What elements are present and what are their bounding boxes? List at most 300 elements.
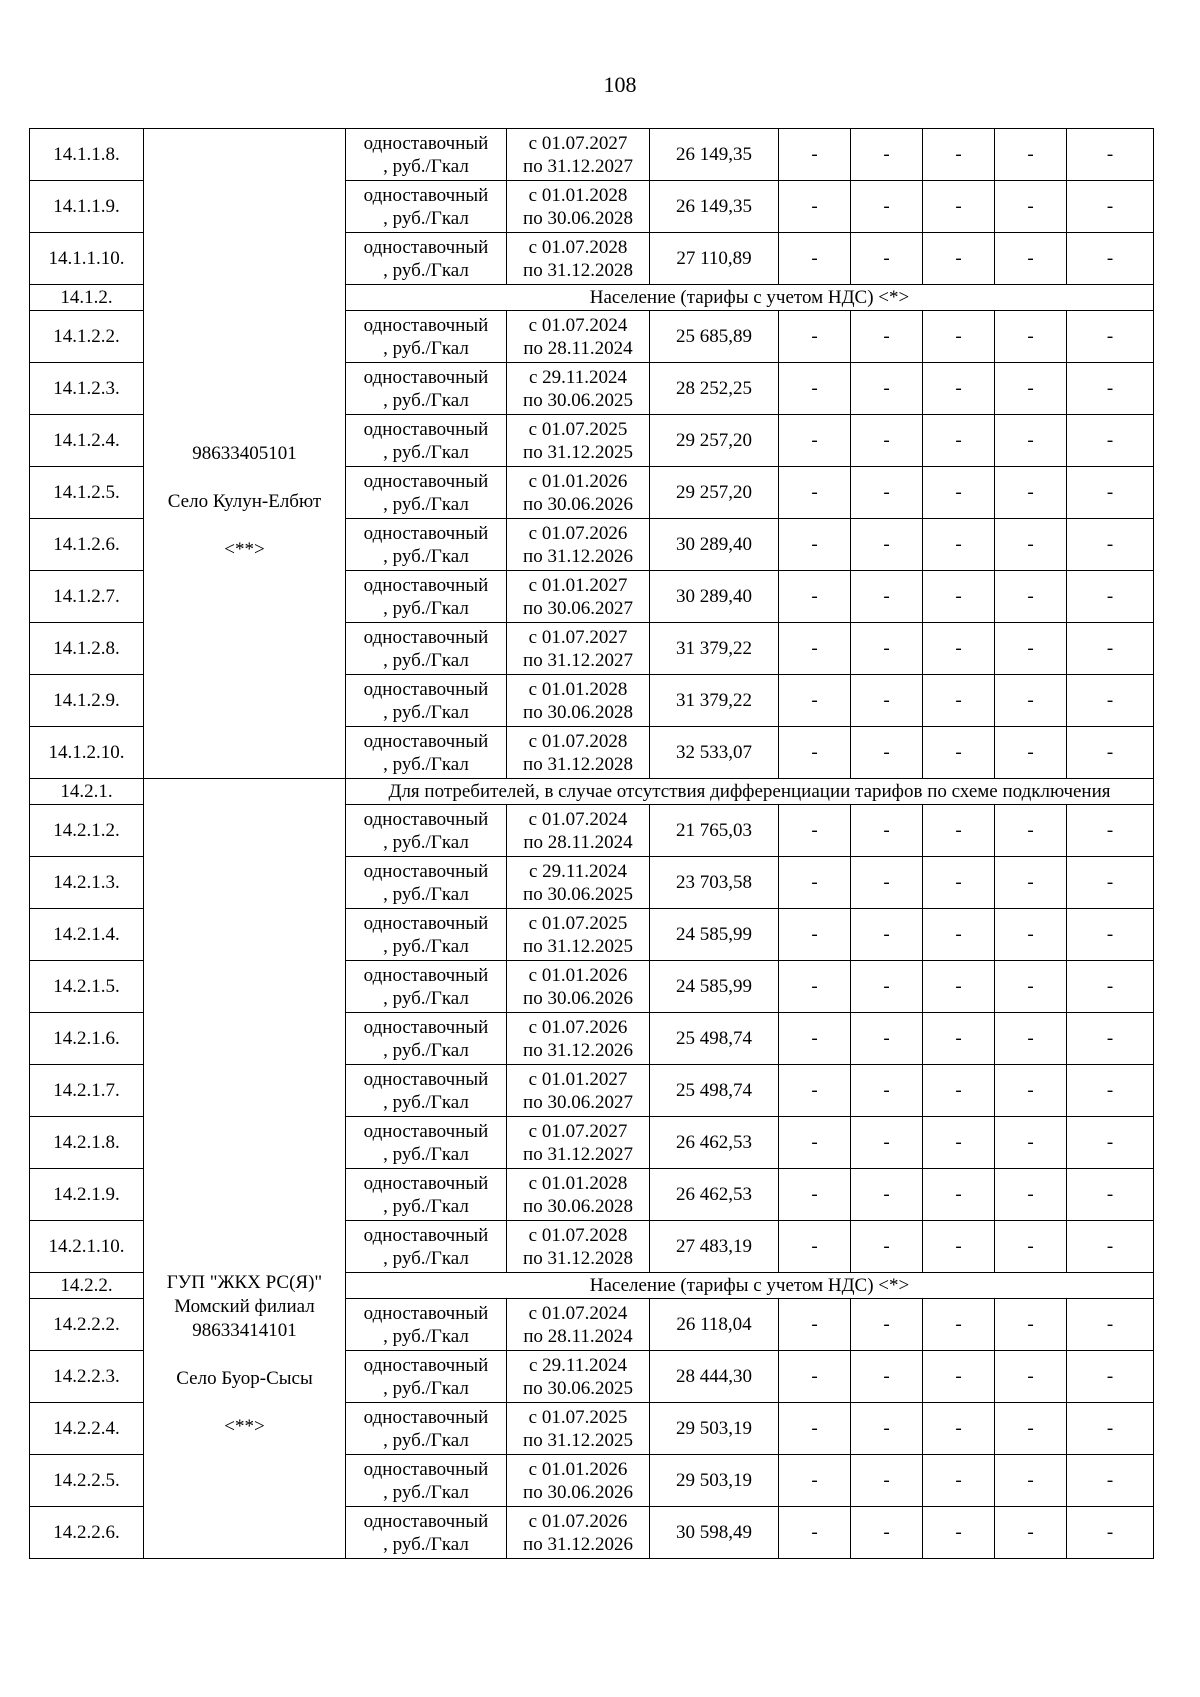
- empty-dash: -: [851, 1169, 923, 1221]
- tariff-table: [29, 128, 1154, 1559]
- tariff-value: 30 289,40: [650, 571, 779, 623]
- organization-line: <**>: [224, 538, 265, 560]
- tariff-value: 26 149,35: [650, 129, 779, 181]
- empty-dash: -: [779, 805, 851, 857]
- period-end: по 30.06.2025: [523, 883, 633, 905]
- period-cell: [507, 857, 650, 909]
- empty-dash: -: [851, 1507, 923, 1559]
- tariff-value: 29 503,19: [650, 1403, 779, 1455]
- empty-dash: -: [779, 233, 851, 285]
- empty-dash: -: [923, 1065, 995, 1117]
- organization-line: ГУП "ЖКХ РС(Я)": [166, 1271, 323, 1293]
- tariff-type: одноставочный: [363, 574, 489, 596]
- empty-dash: -: [851, 857, 923, 909]
- empty-dash: -: [779, 571, 851, 623]
- row-number: 14.1.2.6.: [30, 519, 144, 571]
- period-end: по 30.06.2027: [523, 1091, 633, 1113]
- tariff-unit: , руб./Гкал: [383, 1091, 469, 1113]
- empty-dash: -: [995, 363, 1067, 415]
- organization-line: [146, 514, 343, 538]
- empty-dash: -: [923, 415, 995, 467]
- organization-line: [146, 418, 343, 442]
- empty-dash: -: [995, 1507, 1067, 1559]
- empty-dash: -: [923, 805, 995, 857]
- table-row: [30, 129, 1154, 181]
- tariff-unit: , руб./Гкал: [383, 753, 469, 775]
- tariff-unit: , руб./Гкал: [383, 1039, 469, 1061]
- empty-dash: -: [923, 363, 995, 415]
- empty-dash: -: [779, 1403, 851, 1455]
- tariff-value: 23 703,58: [650, 857, 779, 909]
- empty-dash: -: [923, 181, 995, 233]
- row-number: 14.1.1.9.: [30, 181, 144, 233]
- empty-dash: -: [779, 727, 851, 779]
- period-start: с 01.07.2028: [528, 730, 628, 752]
- empty-dash: -: [851, 233, 923, 285]
- empty-dash: -: [779, 1065, 851, 1117]
- section-title: Для потребителей, в случае отсутствия дифференциации тарифов по схеме подключения: [346, 779, 1154, 805]
- empty-dash: -: [779, 961, 851, 1013]
- tariff-type: одноставочный: [363, 730, 489, 752]
- empty-dash: -: [779, 1351, 851, 1403]
- empty-dash: -: [851, 1299, 923, 1351]
- empty-dash: -: [1067, 181, 1154, 233]
- empty-dash: -: [851, 571, 923, 623]
- tariff-value: 27 483,19: [650, 1221, 779, 1273]
- tariff-value: 30 289,40: [650, 519, 779, 571]
- tariff-value: 29 257,20: [650, 415, 779, 467]
- period-start: с 01.07.2026: [528, 1016, 628, 1038]
- tariff-unit: , руб./Гкал: [383, 1429, 469, 1451]
- empty-dash: -: [851, 1403, 923, 1455]
- period-cell: [507, 675, 650, 727]
- empty-dash: -: [923, 961, 995, 1013]
- tariff-unit: , руб./Гкал: [383, 935, 469, 957]
- period-start: с 01.07.2026: [528, 522, 628, 544]
- empty-dash: -: [851, 805, 923, 857]
- period-cell: [507, 519, 650, 571]
- empty-dash: -: [995, 1117, 1067, 1169]
- empty-dash: -: [779, 519, 851, 571]
- period-cell: [507, 571, 650, 623]
- period-end: по 31.12.2026: [523, 545, 633, 567]
- period-cell: [507, 363, 650, 415]
- row-number: 14.2.2.6.: [30, 1507, 144, 1559]
- tariff-type: одноставочный: [363, 1016, 489, 1038]
- period-cell: [507, 961, 650, 1013]
- empty-dash: -: [995, 311, 1067, 363]
- empty-dash: -: [995, 571, 1067, 623]
- tariff-type-cell: [346, 181, 507, 233]
- row-number: 14.2.1.6.: [30, 1013, 144, 1065]
- period-end: по 30.06.2028: [523, 701, 633, 723]
- empty-dash: -: [1067, 1117, 1154, 1169]
- empty-dash: -: [1067, 519, 1154, 571]
- empty-dash: -: [1067, 311, 1154, 363]
- empty-dash: -: [851, 1351, 923, 1403]
- organization-cell: [144, 779, 346, 1559]
- period-start: с 01.07.2028: [528, 236, 628, 258]
- tariff-value: 28 444,30: [650, 1351, 779, 1403]
- empty-dash: -: [1067, 129, 1154, 181]
- empty-dash: -: [923, 1403, 995, 1455]
- row-number: 14.2.1.: [30, 779, 144, 805]
- row-number: 14.2.2.5.: [30, 1455, 144, 1507]
- empty-dash: -: [1067, 571, 1154, 623]
- period-cell: [507, 1299, 650, 1351]
- tariff-unit: , руб./Гкал: [383, 389, 469, 411]
- period-start: с 01.01.2027: [528, 1068, 628, 1090]
- tariff-unit: , руб./Гкал: [383, 987, 469, 1009]
- empty-dash: -: [851, 1065, 923, 1117]
- empty-dash: -: [923, 857, 995, 909]
- tariff-unit: , руб./Гкал: [383, 493, 469, 515]
- tariff-value: 26 462,53: [650, 1169, 779, 1221]
- organization-line: [146, 1391, 343, 1415]
- row-number: 14.2.1.2.: [30, 805, 144, 857]
- empty-dash: -: [851, 1117, 923, 1169]
- empty-dash: -: [923, 623, 995, 675]
- tariff-unit: , руб./Гкал: [383, 207, 469, 229]
- tariff-type-cell: [346, 727, 507, 779]
- period-cell: [507, 1221, 650, 1273]
- tariff-value: 25 498,74: [650, 1013, 779, 1065]
- period-start: с 01.07.2027: [528, 132, 628, 154]
- empty-dash: -: [851, 311, 923, 363]
- empty-dash: -: [851, 727, 923, 779]
- empty-dash: -: [851, 623, 923, 675]
- tariff-type-cell: [346, 311, 507, 363]
- tariff-type: одноставочный: [363, 314, 489, 336]
- tariff-unit: , руб./Гкал: [383, 259, 469, 281]
- row-number: 14.2.1.7.: [30, 1065, 144, 1117]
- empty-dash: -: [923, 129, 995, 181]
- row-number: 14.2.2.3.: [30, 1351, 144, 1403]
- period-cell: [507, 1013, 650, 1065]
- empty-dash: -: [923, 727, 995, 779]
- row-number: 14.2.1.5.: [30, 961, 144, 1013]
- tariff-value: 24 585,99: [650, 909, 779, 961]
- empty-dash: -: [995, 805, 1067, 857]
- period-cell: [507, 233, 650, 285]
- tariff-value: 21 765,03: [650, 805, 779, 857]
- period-start: с 01.07.2028: [528, 1224, 628, 1246]
- empty-dash: -: [851, 1013, 923, 1065]
- tariff-type-cell: [346, 909, 507, 961]
- empty-dash: -: [923, 1299, 995, 1351]
- row-number: 14.2.1.10.: [30, 1221, 144, 1273]
- empty-dash: -: [851, 129, 923, 181]
- empty-dash: -: [995, 1169, 1067, 1221]
- period-start: с 01.01.2028: [528, 1172, 628, 1194]
- period-end: по 28.11.2024: [523, 831, 633, 853]
- tariff-unit: , руб./Гкал: [383, 831, 469, 853]
- empty-dash: -: [1067, 1507, 1154, 1559]
- row-number: 14.2.1.4.: [30, 909, 144, 961]
- organization-line: [146, 370, 343, 394]
- period-cell: [507, 727, 650, 779]
- empty-dash: -: [1067, 1455, 1154, 1507]
- empty-dash: -: [923, 1013, 995, 1065]
- period-cell: [507, 467, 650, 519]
- empty-dash: -: [851, 467, 923, 519]
- tariff-type-cell: [346, 129, 507, 181]
- empty-dash: -: [995, 519, 1067, 571]
- organization-line: <**>: [224, 1415, 265, 1437]
- empty-dash: -: [779, 857, 851, 909]
- period-start: с 01.07.2027: [528, 1120, 628, 1142]
- tariff-unit: , руб./Гкал: [383, 441, 469, 463]
- tariff-unit: , руб./Гкал: [383, 649, 469, 671]
- period-cell: [507, 1455, 650, 1507]
- row-number: 14.2.2.: [30, 1273, 144, 1299]
- period-start: с 01.01.2028: [528, 184, 628, 206]
- period-cell: [507, 181, 650, 233]
- empty-dash: -: [923, 467, 995, 519]
- row-number: 14.1.1.10.: [30, 233, 144, 285]
- empty-dash: -: [851, 1221, 923, 1273]
- tariff-type: одноставочный: [363, 236, 489, 258]
- tariff-type-cell: [346, 233, 507, 285]
- period-start: с 01.01.2028: [528, 678, 628, 700]
- empty-dash: -: [779, 1013, 851, 1065]
- period-cell: [507, 1403, 650, 1455]
- tariff-type: одноставочный: [363, 1120, 489, 1142]
- period-cell: [507, 1507, 650, 1559]
- empty-dash: -: [851, 181, 923, 233]
- organization-line: 98633405101: [192, 442, 297, 464]
- period-start: с 01.07.2025: [528, 912, 628, 934]
- empty-dash: -: [995, 1221, 1067, 1273]
- organization-line: [146, 346, 343, 370]
- empty-dash: -: [1067, 1299, 1154, 1351]
- period-start: с 01.07.2026: [528, 1510, 628, 1532]
- empty-dash: -: [1067, 857, 1154, 909]
- tariff-type-cell: [346, 519, 507, 571]
- tariff-value: 31 379,22: [650, 623, 779, 675]
- tariff-type-cell: [346, 1351, 507, 1403]
- tariff-type-cell: [346, 961, 507, 1013]
- tariff-type: одноставочный: [363, 1068, 489, 1090]
- tariff-type-cell: [346, 857, 507, 909]
- period-start: с 01.01.2026: [528, 1458, 628, 1480]
- period-end: по 31.12.2026: [523, 1533, 633, 1555]
- empty-dash: -: [995, 1065, 1067, 1117]
- period-end: по 30.06.2025: [523, 389, 633, 411]
- empty-dash: -: [1067, 415, 1154, 467]
- empty-dash: -: [995, 467, 1067, 519]
- period-end: по 30.06.2025: [523, 1377, 633, 1399]
- empty-dash: -: [779, 1169, 851, 1221]
- row-number: 14.2.2.2.: [30, 1299, 144, 1351]
- period-end: по 31.12.2025: [523, 441, 633, 463]
- organization-line: Село Кулун-Елбют: [167, 490, 322, 512]
- tariff-type: одноставочный: [363, 964, 489, 986]
- section-row: [30, 779, 1154, 805]
- tariff-type: одноставочный: [363, 1302, 489, 1324]
- empty-dash: -: [779, 181, 851, 233]
- tariff-type-cell: [346, 363, 507, 415]
- period-cell: [507, 311, 650, 363]
- empty-dash: -: [1067, 727, 1154, 779]
- tariff-unit: , руб./Гкал: [383, 155, 469, 177]
- empty-dash: -: [851, 363, 923, 415]
- empty-dash: -: [995, 623, 1067, 675]
- tariff-value: 25 685,89: [650, 311, 779, 363]
- period-start: с 29.11.2024: [529, 1354, 627, 1376]
- tariff-value: 26 149,35: [650, 181, 779, 233]
- empty-dash: -: [1067, 1351, 1154, 1403]
- tariff-type-cell: [346, 1221, 507, 1273]
- tariff-unit: , руб./Гкал: [383, 1533, 469, 1555]
- tariff-type-cell: [346, 1169, 507, 1221]
- tariff-type-cell: [346, 805, 507, 857]
- tariff-type: одноставочный: [363, 470, 489, 492]
- period-end: по 31.12.2026: [523, 1039, 633, 1061]
- empty-dash: -: [923, 1221, 995, 1273]
- empty-dash: -: [851, 519, 923, 571]
- empty-dash: -: [995, 909, 1067, 961]
- empty-dash: -: [1067, 623, 1154, 675]
- empty-dash: -: [1067, 1169, 1154, 1221]
- tariff-type: одноставочный: [363, 912, 489, 934]
- row-number: 14.2.1.3.: [30, 857, 144, 909]
- tariff-value: 27 110,89: [650, 233, 779, 285]
- tariff-type: одноставочный: [363, 418, 489, 440]
- period-cell: [507, 805, 650, 857]
- row-number: 14.1.2.3.: [30, 363, 144, 415]
- tariff-type: одноставочный: [363, 808, 489, 830]
- row-number: 14.1.2.7.: [30, 571, 144, 623]
- empty-dash: -: [851, 675, 923, 727]
- tariff-type: одноставочный: [363, 1354, 489, 1376]
- empty-dash: -: [1067, 1221, 1154, 1273]
- period-end: по 31.12.2028: [523, 753, 633, 775]
- row-number: 14.1.2.8.: [30, 623, 144, 675]
- tariff-type-cell: [346, 571, 507, 623]
- tariff-type-cell: [346, 1507, 507, 1559]
- period-cell: [507, 909, 650, 961]
- empty-dash: -: [923, 1351, 995, 1403]
- period-start: с 01.07.2025: [528, 1406, 628, 1428]
- organization-line: Село Буор-Сысы: [176, 1367, 313, 1389]
- organization-line: [146, 466, 343, 490]
- tariff-unit: , руб./Гкал: [383, 1195, 469, 1217]
- empty-dash: -: [995, 675, 1067, 727]
- tariff-type-cell: [346, 1455, 507, 1507]
- empty-dash: -: [779, 363, 851, 415]
- tariff-type: одноставочный: [363, 1458, 489, 1480]
- empty-dash: -: [1067, 675, 1154, 727]
- period-end: по 31.12.2027: [523, 155, 633, 177]
- tariff-value: 29 503,19: [650, 1455, 779, 1507]
- period-end: по 28.11.2024: [523, 337, 633, 359]
- tariff-value: 28 252,25: [650, 363, 779, 415]
- period-start: с 01.07.2025: [528, 418, 628, 440]
- period-end: по 31.12.2028: [523, 259, 633, 281]
- period-end: по 31.12.2027: [523, 649, 633, 671]
- empty-dash: -: [923, 1117, 995, 1169]
- empty-dash: -: [923, 233, 995, 285]
- period-start: с 01.01.2027: [528, 574, 628, 596]
- row-number: 14.1.2.2.: [30, 311, 144, 363]
- tariff-type-cell: [346, 1013, 507, 1065]
- empty-dash: -: [851, 961, 923, 1013]
- empty-dash: -: [923, 311, 995, 363]
- period-start: с 01.07.2024: [528, 808, 628, 830]
- organization-line: Момский филиал: [174, 1295, 315, 1317]
- tariff-value: 30 598,49: [650, 1507, 779, 1559]
- tariff-type: одноставочный: [363, 626, 489, 648]
- organization-line: [146, 394, 343, 418]
- tariff-type-cell: [346, 1117, 507, 1169]
- period-cell: [507, 1169, 650, 1221]
- empty-dash: -: [1067, 363, 1154, 415]
- empty-dash: -: [923, 1169, 995, 1221]
- empty-dash: -: [995, 129, 1067, 181]
- tariff-value: 32 533,07: [650, 727, 779, 779]
- empty-dash: -: [1067, 805, 1154, 857]
- period-start: с 29.11.2024: [529, 366, 627, 388]
- period-end: по 31.12.2025: [523, 1429, 633, 1451]
- tariff-value: 25 498,74: [650, 1065, 779, 1117]
- organization-line: 98633414101: [192, 1319, 297, 1341]
- tariff-unit: , руб./Гкал: [383, 597, 469, 619]
- row-number: 14.1.2.10.: [30, 727, 144, 779]
- empty-dash: -: [779, 1299, 851, 1351]
- tariff-value: 29 257,20: [650, 467, 779, 519]
- period-end: по 30.06.2028: [523, 207, 633, 229]
- tariff-type-cell: [346, 1065, 507, 1117]
- tariff-type: одноставочный: [363, 366, 489, 388]
- organization-cell: [144, 129, 346, 779]
- row-number: 14.2.1.9.: [30, 1169, 144, 1221]
- period-cell: [507, 1065, 650, 1117]
- section-title: Население (тарифы с учетом НДС) <*>: [346, 1273, 1154, 1299]
- tariff-type: одноставочный: [363, 1172, 489, 1194]
- empty-dash: -: [779, 415, 851, 467]
- tariff-type-cell: [346, 415, 507, 467]
- period-end: по 30.06.2027: [523, 597, 633, 619]
- row-number: 14.1.1.8.: [30, 129, 144, 181]
- period-cell: [507, 415, 650, 467]
- empty-dash: -: [995, 415, 1067, 467]
- empty-dash: -: [923, 571, 995, 623]
- tariff-type-cell: [346, 1299, 507, 1351]
- period-start: с 01.07.2024: [528, 314, 628, 336]
- empty-dash: -: [1067, 961, 1154, 1013]
- period-start: с 01.07.2027: [528, 626, 628, 648]
- tariff-value: 26 118,04: [650, 1299, 779, 1351]
- tariff-type-cell: [346, 467, 507, 519]
- tariff-unit: , руб./Гкал: [383, 1143, 469, 1165]
- period-end: по 28.11.2024: [523, 1325, 633, 1347]
- tariff-unit: , руб./Гкал: [383, 701, 469, 723]
- empty-dash: -: [779, 311, 851, 363]
- tariff-type: одноставочный: [363, 678, 489, 700]
- empty-dash: -: [779, 1455, 851, 1507]
- empty-dash: -: [995, 1299, 1067, 1351]
- tariff-type-cell: [346, 1403, 507, 1455]
- organization-line: [146, 1343, 343, 1367]
- empty-dash: -: [923, 909, 995, 961]
- tariff-unit: , руб./Гкал: [383, 1377, 469, 1399]
- tariff-unit: , руб./Гкал: [383, 1325, 469, 1347]
- period-start: с 01.01.2026: [528, 470, 628, 492]
- tariff-value: 26 462,53: [650, 1117, 779, 1169]
- period-cell: [507, 1117, 650, 1169]
- tariff-value: 31 379,22: [650, 675, 779, 727]
